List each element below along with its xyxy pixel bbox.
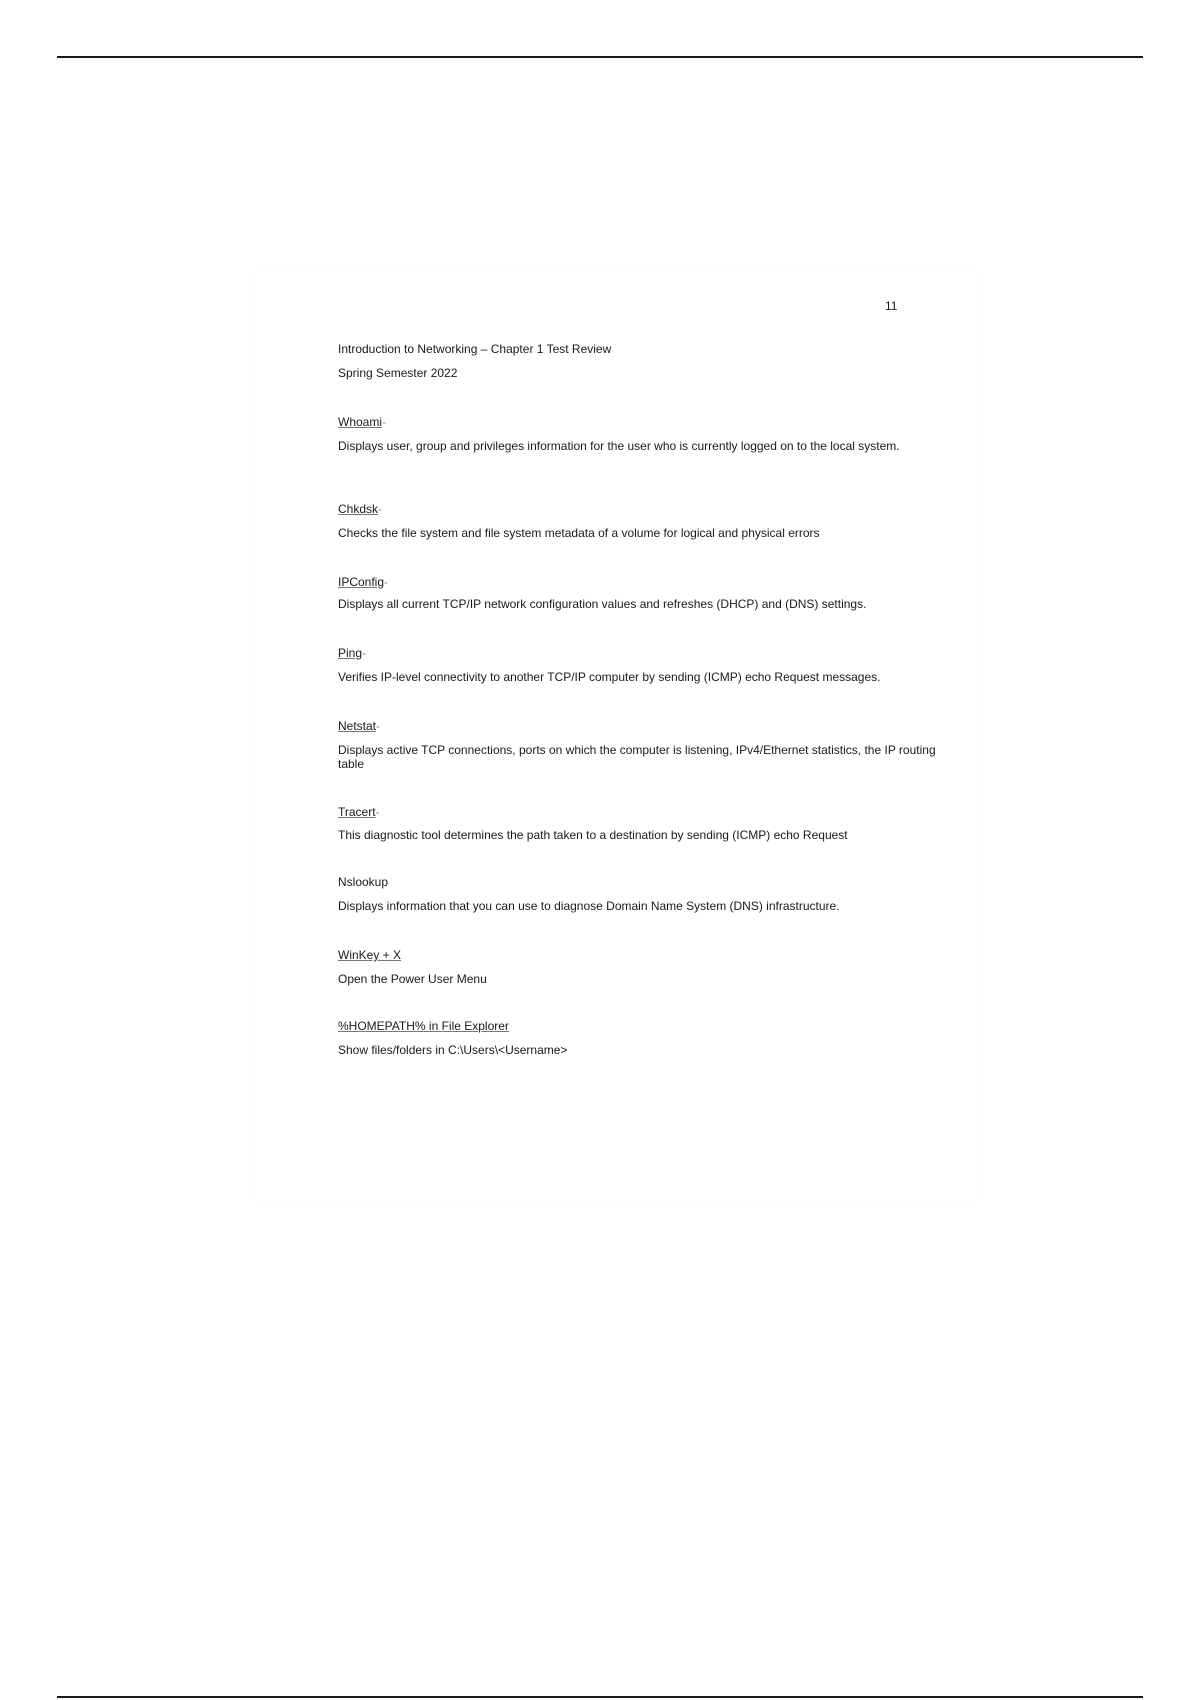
- term-label: Ping: [338, 646, 363, 660]
- entry-desc-homepath: Show files/folders in C:\Users\<Username>: [338, 1043, 568, 1057]
- entry-term-chkdsk: [338, 502, 382, 516]
- term-suffix: -: [362, 646, 367, 660]
- term-label: Nslookup: [338, 875, 389, 889]
- entry-term-homepath: [338, 1019, 509, 1033]
- entry-desc-netstat: Displays active TCP connections, ports on which the computer is listening, IPv4/Ethernet statistics, the IP routing table: [338, 743, 936, 771]
- top-divider: [57, 56, 1143, 58]
- entry-desc-chkdsk: Checks the file system and file system metadata of a volume for logical and physical errors: [338, 526, 820, 540]
- term-label: IPConfig: [338, 575, 385, 589]
- document-page: [256, 268, 978, 1200]
- entry-term-nslookup: [338, 875, 388, 889]
- term-suffix: -: [378, 502, 383, 516]
- entry-desc-winkey: Open the Power User Menu: [338, 972, 487, 986]
- term-label: WinKey + X: [338, 948, 402, 962]
- entry-desc-ipconfig: Displays all current TCP/IP network configuration values and refreshes (DHCP) and (DNS) settings.: [338, 597, 867, 611]
- bottom-divider: [57, 1696, 1143, 1698]
- entry-term-ping: [338, 646, 366, 660]
- entry-desc-tracert: This diagnostic tool determines the path taken to a destination by sending (ICMP) echo Request: [338, 828, 848, 842]
- entry-term-winkey: [338, 948, 401, 962]
- entry-term-whoami: [338, 415, 386, 429]
- entry-desc-whoami: Displays user, group and privileges information for the user who is currently logged on to the local system.: [338, 439, 900, 453]
- entry-term-ipconfig: [338, 575, 388, 589]
- term-label: Tracert: [338, 805, 376, 819]
- term-label: Chkdsk: [338, 502, 379, 516]
- term-suffix: -: [382, 415, 387, 429]
- entry-term-tracert: [338, 805, 380, 819]
- entry-term-netstat: [338, 719, 380, 733]
- entry-desc-nslookup: Displays information that you can use to diagnose Domain Name System (DNS) infrastructure.: [338, 899, 840, 913]
- term-suffix: -: [375, 805, 380, 819]
- term-label: %HOMEPATH% in File Explorer: [338, 1019, 509, 1033]
- semester-label: Spring Semester 2022: [338, 366, 458, 380]
- term-suffix: -: [376, 719, 381, 733]
- term-suffix: -: [384, 575, 389, 589]
- page-number: 11: [885, 299, 898, 313]
- term-label: Netstat: [338, 719, 377, 733]
- term-label: Whoami: [338, 415, 383, 429]
- course-title: Introduction to Networking – Chapter 1 Test Review: [338, 342, 612, 356]
- entry-desc-ping: Verifies IP-level connectivity to another TCP/IP computer by sending (ICMP) echo Request messages.: [338, 670, 881, 684]
